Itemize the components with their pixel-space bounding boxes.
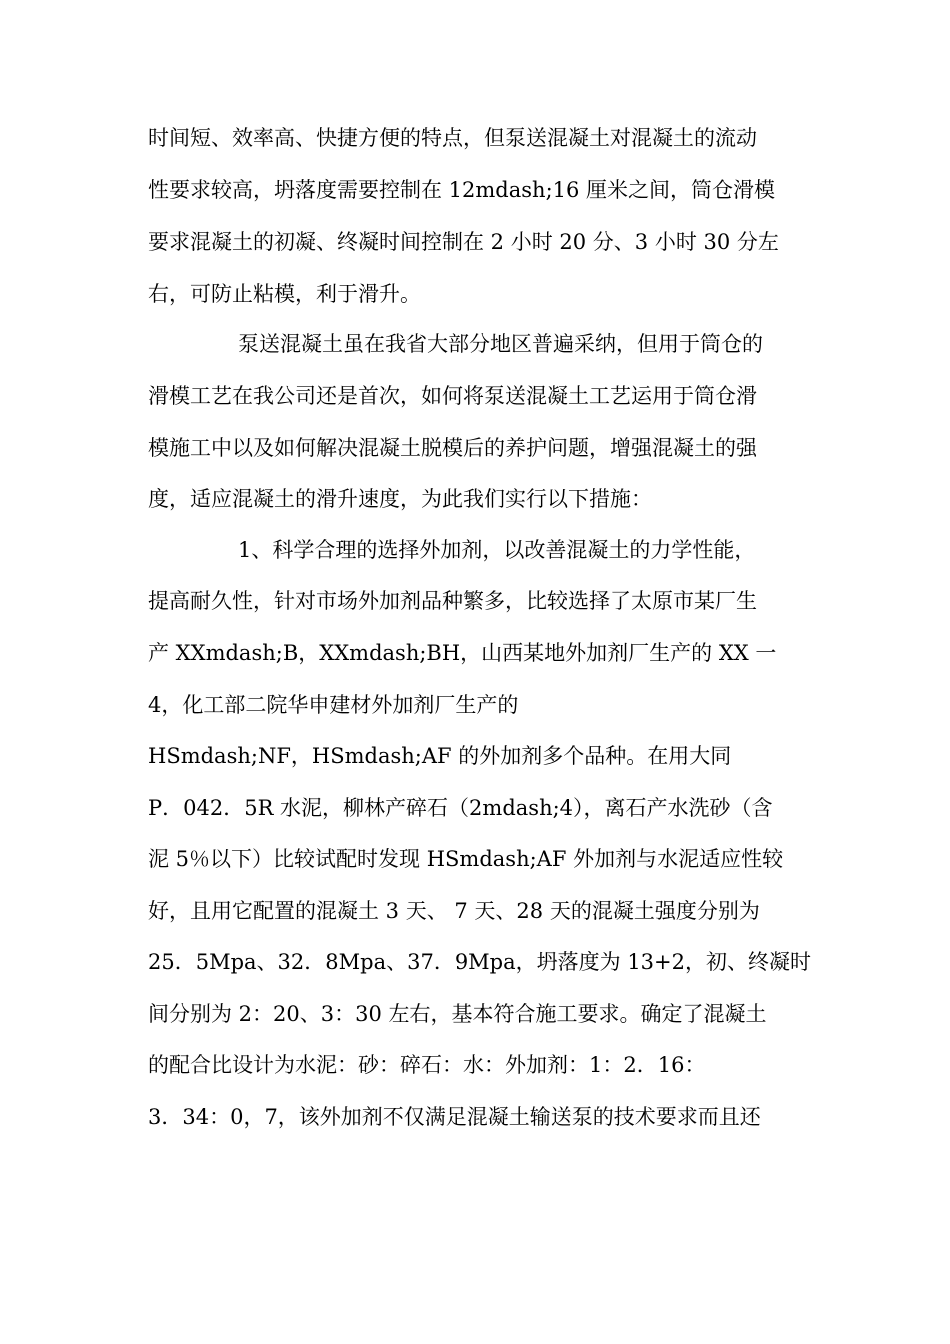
text-line-13: HSmdash;NF，HSmdash;AF 的外加剂多个品种。在用大同 xyxy=(148,744,732,768)
text-line-11: 产 XXmdash;B，XXmdash;BH，山西某地外加剂厂生产的 XX 一 xyxy=(148,641,777,665)
text-line-19: 的配合比设计为水泥：砂：碎石：水：外加剂：1：2．16： xyxy=(148,1053,706,1077)
text-line-2: 性要求较高，坍落度需要控制在 12mdash;16 厘米之间，筒仓滑模 xyxy=(148,178,776,202)
text-line-8: 度，适应混凝土的滑升速度，为此我们实行以下措施： xyxy=(148,487,652,511)
text-line-18: 间分别为 2：20、3：30 左右，基本符合施工要求。确定了混凝土 xyxy=(148,1002,767,1026)
text-line-5: 泵送混凝土虽在我省大部分地区普遍采纳，但用于筒仓的 xyxy=(238,332,763,356)
text-line-4: 右，可防止粘模，利于滑升。 xyxy=(148,282,421,306)
text-line-6: 滑模工艺在我公司还是首次，如何将泵送混凝土工艺运用于筒仓滑 xyxy=(148,384,757,408)
text-line-12: 4，化工部二院华申建材外加剂厂生产的 xyxy=(148,693,519,717)
text-line-1: 时间短、效率高、快捷方便的特点，但泵送混凝土对混凝土的流动 xyxy=(148,126,757,150)
text-line-15: 泥 5％以下）比较试配时发现 HSmdash;AF 外加剂与水泥适应性较 xyxy=(148,847,784,871)
text-line-20: 3．34：0，7，该外加剂不仅满足混凝土输送泵的技术要求而且还 xyxy=(148,1105,761,1129)
text-line-9: 1、科学合理的选择外加剂，以改善混凝土的力学性能， xyxy=(238,538,756,562)
text-line-17: 25．5Mpa、32．8Mpa、37．9Mpa，坍落度为 13+2，初、终凝时 xyxy=(148,950,811,974)
text-line-16: 好，且用它配置的混凝土 3 天、 7 天、28 天的混凝土强度分别为 xyxy=(148,899,760,923)
text-line-3: 要求混凝土的初凝、终凝时间控制在 2 小时 20 分、3 小时 30 分左 xyxy=(148,230,779,254)
text-line-14: P．042．5R 水泥，柳林产碎石（2mdash;4），离石产水洗砂（含 xyxy=(148,796,773,820)
text-line-10: 提高耐久性，针对市场外加剂品种繁多，比较选择了太原市某厂生 xyxy=(148,589,757,613)
text-line-7: 模施工中以及如何解决混凝土脱模后的养护问题，增强混凝土的强 xyxy=(148,436,757,460)
